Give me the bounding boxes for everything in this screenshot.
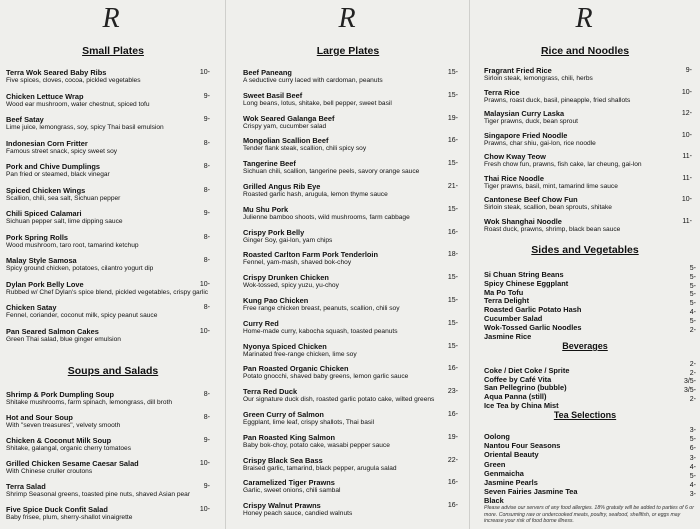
menu-item-price: 10- — [681, 88, 692, 96]
menu-item — [243, 205, 466, 222]
menu-item-name: Terra Delight — [484, 296, 530, 306]
menu-item-price: 8- — [203, 414, 210, 421]
menu-item — [484, 195, 696, 212]
menu-item-price: 3/5- — [683, 387, 696, 395]
menu-item-name: Pan Roasted Organic Chicken — [243, 364, 349, 374]
menu-item-description: Baby frisee, plum, sherry-shallot vinaigrette — [6, 514, 133, 521]
menu-list-row — [484, 490, 700, 506]
menu-item-description: Our signature duck dish, roasted garlic potato cake, wilted greens — [243, 396, 435, 404]
menu-item — [6, 115, 222, 132]
menu-item-name: Chicken Satay — [6, 303, 57, 312]
menu-item-price: 5- — [689, 273, 696, 281]
menu-item-name: Wok Seared Galanga Beef — [243, 113, 335, 123]
menu-list-row — [484, 386, 700, 402]
menu-item-name: Pork Spring Rolls — [6, 232, 69, 242]
menu-item-name: Mongolian Scallion Beef — [243, 136, 329, 146]
menu-item-price: 9- — [203, 210, 210, 217]
menu-item — [6, 186, 222, 203]
menu-item-price: 15- — [447, 69, 458, 76]
menu-item-name: Chili Spiced Calamari — [6, 209, 82, 218]
menu-list-row — [484, 299, 700, 315]
menu-item-name: Kung Pao Chicken — [243, 296, 309, 305]
menu-item-name: Dylan Pork Belly Love — [6, 279, 84, 289]
menu-item-description: Fennel, coriander, coconut milk, spicy peanut sauce — [6, 312, 158, 319]
menu-list-row — [484, 374, 700, 393]
menu-item — [484, 174, 696, 191]
menu-item-name: Oriental Beauty — [484, 450, 539, 460]
menu-item-price: 5- — [689, 291, 696, 299]
menu-item-description: With "seven treasures", velvety smooth — [6, 422, 121, 429]
menu-item-price: 15- — [447, 91, 458, 99]
menu-item-price: 8- — [203, 233, 210, 241]
menu-list-row — [484, 444, 700, 460]
menu-list-row — [484, 264, 700, 279]
menu-item-description: Home-made curry, kabocha squash, toasted peanuts — [243, 327, 398, 335]
menu-item-name: Pan Roasted King Salmon — [243, 432, 335, 442]
menu-item-name: Grilled Chicken Sesame Caesar Salad — [6, 459, 139, 468]
menu-item-name: Terra Salad — [6, 482, 46, 491]
menu-item-name: Crispy Black Sea Bass — [243, 455, 323, 465]
menu-item-description: Shrimp Seasonal greens, toasted pine nuts, shaved Asian pear — [6, 491, 191, 498]
menu-item — [243, 114, 466, 131]
menu-item-description: Sirloin steak, scallion, bean sprouts, shitake — [484, 204, 612, 211]
menu-item-name: Shrimp & Pork Dumpling Soup — [6, 390, 114, 399]
menu-item-price: 3- — [689, 454, 696, 462]
menu-item — [243, 182, 466, 199]
allergy-footnote: Please advise our servers of any food allergies. 18% gratuity will be added to parties of 6 or more. Consuming raw or undercooked meats, poultry, seafood, shellfish, or eggs may increase your risk of food borne illness. — [484, 505, 694, 524]
menu-list-row — [484, 463, 700, 478]
menu-item-name: Sweet Basil Beef — [243, 90, 303, 100]
menu-item — [243, 136, 466, 153]
menu-item-price: 16- — [447, 365, 458, 373]
menu-item — [6, 482, 222, 499]
menu-item-price: 8- — [203, 391, 210, 398]
menu-item-name: Genmaicha — [484, 468, 524, 478]
menu-item-name: Caramelized Tiger Prawns — [243, 478, 335, 488]
menu-item-price: 10- — [199, 327, 210, 335]
menu-list-row — [484, 308, 700, 323]
menu-item-name: Si Chuan String Beans — [484, 270, 564, 279]
menu-item-name: Cucumber Salad — [484, 314, 543, 323]
menu-item-name: Tangerine Beef — [243, 159, 296, 169]
menu-item-price: 3- — [689, 427, 696, 434]
menu-list-row — [484, 317, 700, 332]
section-title-tea: Tea Selections — [553, 410, 617, 420]
menu-item-name: Chicken Lettuce Wrap — [6, 91, 84, 101]
menu-item-description: Green Thai salad, blue ginger emulsion — [6, 335, 121, 343]
menu-item-name: Ma Po Tofu — [484, 287, 524, 297]
menu-item — [6, 303, 222, 320]
menu-list-row — [484, 472, 700, 487]
menu-item — [484, 66, 696, 83]
menu-item-price: 10- — [681, 131, 692, 139]
menu-item-description: Crispy yam, cucumber salad — [243, 122, 327, 130]
menu-item-description: Fennel, yam-mash, shaved bok-choy — [243, 259, 352, 267]
menu-item — [6, 327, 222, 344]
menu-item-price: 8- — [203, 139, 210, 147]
menu-item-price: 8- — [203, 257, 210, 264]
menu-item — [6, 92, 222, 109]
menu-item-description: Roasted garlic hash, arugula, lemon thyme sauce — [243, 191, 388, 198]
menu-item-price: 5- — [689, 317, 696, 325]
menu-item-name: San Pellegrino (bubble) — [484, 383, 567, 393]
menu-item-price: 15- — [447, 297, 458, 304]
menu-item-price: 15- — [447, 342, 458, 350]
menu-item-price: 10- — [199, 506, 210, 513]
menu-item-name: Singapore Fried Noodle — [484, 130, 568, 140]
menu-item-name: Nantou Four Seasons — [484, 441, 561, 451]
menu-item-price: 11- — [682, 153, 692, 160]
menu-item-name: Spicy Chinese Eggplant — [484, 278, 569, 288]
menu-item-name: Chicken & Coconut Milk Soup — [6, 436, 112, 445]
menu-item-name: Thai Rice Noodle — [484, 173, 544, 183]
menu-item — [484, 109, 696, 126]
menu-item-description: Spicy ground chicken, potatoes, cilantro yogurt dip — [6, 265, 154, 272]
menu-item-description: Baby bok-choy, potato cake, wasabi pepper sauce — [243, 441, 390, 449]
menu-item-price: 5- — [689, 265, 696, 272]
menu-list-row — [484, 426, 700, 441]
section-title-small-plates: Small Plates — [82, 45, 144, 57]
menu-item — [243, 478, 466, 495]
menu-item-name: Green Curry of Salmon — [243, 410, 324, 419]
menu-item-price: 3/5- — [683, 378, 696, 386]
menu-item — [484, 217, 696, 234]
menu-panel-right — [470, 0, 700, 529]
menu-item — [484, 131, 696, 148]
menu-item-price: 21- — [447, 183, 458, 190]
menu-item — [243, 342, 466, 359]
menu-item-name: Beef Paneang — [243, 68, 292, 77]
menu-item-name: Black — [484, 496, 504, 506]
menu-list-row — [484, 435, 700, 451]
menu-item — [243, 228, 466, 245]
menu-item-name: Roasted Garlic Potato Hash — [484, 305, 582, 315]
menu-item-price: 15- — [447, 319, 458, 327]
menu-item-price: 16- — [447, 137, 458, 145]
menu-item-price: 4- — [689, 309, 696, 316]
menu-item-description: Wood mushroom, taro root, tamarind ketchup — [6, 241, 139, 249]
menu-item — [243, 433, 466, 450]
menu-item-name: Beef Satay — [6, 115, 44, 124]
menu-item-description: Roast duck, prawns, shrimp, black bean sauce — [484, 225, 621, 233]
menu-item-name: Mu Shu Pork — [243, 204, 289, 214]
menu-item-description: Julienne bamboo shoots, wild mushrooms, farm cabbage — [243, 213, 410, 221]
menu-item-price: 3- — [689, 491, 696, 499]
menu-item-price: 22- — [447, 456, 458, 464]
menu-item-price: 5- — [689, 300, 696, 308]
menu-item — [243, 319, 466, 336]
menu-item-price: 9- — [203, 437, 210, 444]
menu-item-price: 10- — [681, 196, 692, 203]
menu-item-name: Aqua Panna (still) — [484, 392, 547, 402]
menu-item-description: Fresh chow fun, prawns, fish cake, lar cheung, gai-lon — [484, 161, 642, 168]
menu-item-price: 10- — [199, 69, 210, 76]
menu-item-description: Tiger prawns, basil, mint, tamarind lime sauce — [484, 182, 618, 190]
menu-item-name: Roasted Carlton Farm Pork Tenderloin — [243, 250, 378, 260]
menu-item-name: Cantonese Beef Chow Fun — [484, 195, 578, 204]
menu-item-description: Potato gnocchi, shaved baby greens, lemon garlic sauce — [243, 373, 409, 381]
menu-item-name: Malay Style Samosa — [6, 256, 77, 265]
menu-item-price: 15- — [447, 160, 458, 168]
menu-item-description: Marinated free-range chicken, lime soy — [243, 350, 357, 358]
menu-item-name: Pan Seared Salmon Cakes — [6, 326, 99, 336]
menu-item-price: 5- — [689, 282, 696, 290]
menu-item-name: Wok Shanghai Noodle — [484, 216, 562, 226]
menu-item-price: 2- — [689, 395, 696, 403]
menu-item-price: 8- — [203, 304, 210, 311]
restaurant-logo: R — [575, 3, 593, 34]
menu-item-price: 2- — [689, 361, 696, 368]
menu-item-name: Five Spice Duck Confit Salad — [6, 505, 108, 514]
menu-item-price: 18- — [447, 251, 458, 259]
menu-item-description: Scallion, chili, sea salt, Sichuan pepper — [6, 194, 121, 202]
menu-item — [243, 91, 466, 108]
menu-item — [243, 456, 466, 473]
menu-item-name: Terra Wok Seared Baby Ribs — [6, 68, 107, 77]
menu-item — [243, 159, 466, 176]
menu-item-description: Lime juice, lemongrass, soy, spicy Thai basil emulsion — [6, 124, 164, 131]
menu-item-name: Pork and Chive Dumplings — [6, 162, 101, 171]
menu-item-name: Indonesian Corn Fritter — [6, 138, 88, 148]
menu-item-description: Wok-tossed, spicy yuzu, yu-choy — [243, 282, 339, 290]
menu-item-price: 5- — [689, 473, 696, 480]
menu-item-name: Crispy Walnut Prawns — [243, 501, 321, 511]
menu-item — [243, 387, 466, 404]
menu-item-price: 15- — [447, 205, 458, 213]
menu-item-price: 23- — [447, 388, 458, 396]
menu-item-description: Garlic, sweet onions, chili sambal — [243, 487, 341, 495]
menu-item — [243, 364, 466, 381]
menu-item-description: Sichuan pepper salt, lime dipping sauce — [6, 218, 123, 225]
menu-item-price: 5- — [689, 436, 696, 444]
menu-item-description: Ginger Soy, gai-lon, yam chips — [243, 236, 333, 244]
menu-item-name: Fragrant Fried Rice — [484, 66, 552, 75]
menu-item-description: Braised garlic, tamarind, black pepper, arugula salad — [243, 464, 397, 472]
menu-item-description: Prawns, roast duck, basil, pineapple, fried shallots — [484, 96, 631, 104]
menu-item-price: 15- — [447, 274, 458, 282]
section-title-large-plates: Large Plates — [316, 45, 380, 57]
menu-item-price: 8- — [203, 163, 210, 170]
menu-item-description: Prawns, char shiu, gai-lon, rice noodle — [484, 139, 596, 147]
menu-item-description: A seductive curry laced with cardoman, peanuts — [243, 77, 383, 84]
menu-item — [6, 256, 222, 273]
menu-item — [484, 88, 696, 105]
menu-item-description: Shitake, galangal, organic cherry tomatoes — [6, 445, 131, 452]
menu-item-description: Five spices, cloves, cocoa, pickled vegetables — [6, 77, 141, 84]
menu-list-row — [484, 326, 700, 341]
menu-item-description: With Chinese cruller croutons — [6, 468, 93, 475]
menu-item — [6, 209, 222, 226]
menu-item-description: Honey peach sauce, candied walnuts — [243, 510, 353, 518]
menu-item-price: 8- — [203, 186, 210, 194]
menu-item-price: 16- — [447, 502, 458, 510]
menu-list-row — [484, 454, 700, 469]
menu-item-name: Curry Red — [243, 318, 279, 328]
menu-list-row — [484, 273, 700, 288]
menu-item-price: 16- — [447, 479, 458, 487]
menu-item — [6, 505, 222, 522]
menu-item — [6, 233, 222, 250]
menu-item-price: 11- — [682, 174, 692, 182]
menu-item-price: 6- — [689, 445, 696, 453]
menu-item-name: Jasmine Rice — [484, 331, 532, 341]
menu-item-description: Rubbed w/ Chef Dylan's spice blend, pickled vegetables, crispy garlic — [6, 288, 209, 296]
menu-panel-middle — [226, 0, 470, 529]
menu-item-description: Eggplant, lime leaf, crispy shallots, Thai basil — [243, 419, 375, 426]
menu-item-price: 2- — [689, 369, 696, 377]
menu-list-row — [484, 360, 700, 375]
menu-item-price: 10- — [199, 460, 210, 467]
menu-item-price: 11- — [682, 217, 692, 225]
menu-item-price: 16- — [447, 228, 458, 236]
menu-item — [243, 410, 466, 427]
menu-item-description: Long beans, lotus, shitake, bell pepper, sweet basil — [243, 99, 392, 107]
menu-item — [6, 280, 222, 297]
menu-item-name: Chow Kway Teow — [484, 152, 546, 161]
section-title-sides: Sides and Vegetables — [531, 244, 639, 256]
section-title-beverages: Beverages — [562, 341, 608, 351]
menu-panel-left — [0, 0, 226, 529]
menu-item — [6, 390, 222, 407]
menu-item — [243, 501, 466, 518]
menu-item-name: Coke / Diet Coke / Sprite — [484, 366, 570, 375]
menu-item — [243, 68, 466, 85]
menu-item — [6, 162, 222, 179]
menu-item-description: Tiger prawns, duck, bean sprout — [484, 118, 578, 125]
menu-item — [6, 413, 222, 430]
menu-item — [6, 436, 222, 453]
section-title-soups-salads: Soups and Salads — [67, 365, 159, 377]
menu-list-row — [484, 481, 700, 497]
section-title-rice-noodles: Rice and Noodles — [540, 45, 630, 57]
menu-item — [243, 273, 466, 290]
menu-item-description: Free range chicken breast, peanuts, scallion, chili soy — [243, 305, 400, 312]
menu-item-price: 16- — [447, 411, 458, 418]
menu-list-row — [484, 282, 700, 297]
menu-item — [6, 68, 222, 85]
menu-item-name: Seven Fairies Jasmine Tea — [484, 487, 578, 497]
menu-item-name: Crispy Drunken Chicken — [243, 273, 329, 283]
restaurant-logo: R — [338, 3, 356, 34]
menu-item-name: Crispy Pork Belly — [243, 227, 305, 237]
menu-item — [484, 152, 696, 169]
menu-list-row — [484, 287, 700, 306]
menu-item-description: Pan fried or steamed, black vinegar — [6, 171, 110, 178]
menu-item — [6, 459, 222, 476]
menu-item-description: Sirloin steak, lemongrass, chili, herbs — [484, 75, 593, 82]
menu-item-price: 10- — [199, 280, 210, 288]
menu-list-row — [484, 395, 700, 410]
menu-item-price: 4- — [689, 463, 696, 471]
menu-item-name: Spiced Chicken Wings — [6, 185, 86, 195]
menu-item-name: Nyonya Spiced Chicken — [243, 341, 327, 351]
menu-item — [243, 250, 466, 267]
menu-item-name: Terra Red Duck — [243, 387, 298, 397]
menu-item-price: 9- — [203, 483, 210, 490]
menu-item-price: 19- — [447, 433, 458, 441]
menu-item-price: 2- — [689, 326, 696, 334]
menu-item-name: Terra Rice — [484, 87, 520, 97]
menu-item-price: 9- — [203, 116, 210, 123]
menu-item-description: Shitake mushrooms, farm spinach, lemongrass, dill broth — [6, 399, 173, 406]
menu-item-description: Tender flank steak, scallion, chili spicy soy — [243, 145, 367, 153]
menu-item-name: Oolong — [484, 432, 510, 441]
menu-item-price: 9- — [685, 67, 692, 74]
menu-item-price: 4- — [689, 482, 696, 490]
menu-item-name: Hot and Sour Soup — [6, 413, 73, 422]
menu-item — [6, 139, 222, 156]
menu-item-name: Coffee by Café Vita — [484, 374, 552, 384]
menu-item-description: Famous street snack, spicy sweet soy — [6, 147, 118, 155]
menu-item-name: Wok-Tossed Garlic Noodles — [484, 322, 582, 332]
menu-item-name: Malaysian Curry Laska — [484, 109, 565, 118]
menu-item-name: Ice Tea by China Mist — [484, 400, 559, 410]
restaurant-logo: R — [102, 3, 120, 34]
menu-item-name: Jasmine Pearls — [484, 478, 538, 487]
menu-item-price: 12- — [681, 110, 692, 117]
menu-item-name: Grilled Angus Rib Eye — [243, 182, 321, 191]
menu-item-description: Wood ear mushroom, water chestnut, spiced tofu — [6, 100, 150, 108]
menu-item-name: Green — [484, 459, 506, 469]
menu-item — [243, 296, 466, 313]
menu-item-price: 19- — [447, 114, 458, 122]
menu-item-description: Sichuan chili, scallion, tangerine peels, savory orange sauce — [243, 168, 420, 176]
menu-item-price: 9- — [203, 92, 210, 100]
